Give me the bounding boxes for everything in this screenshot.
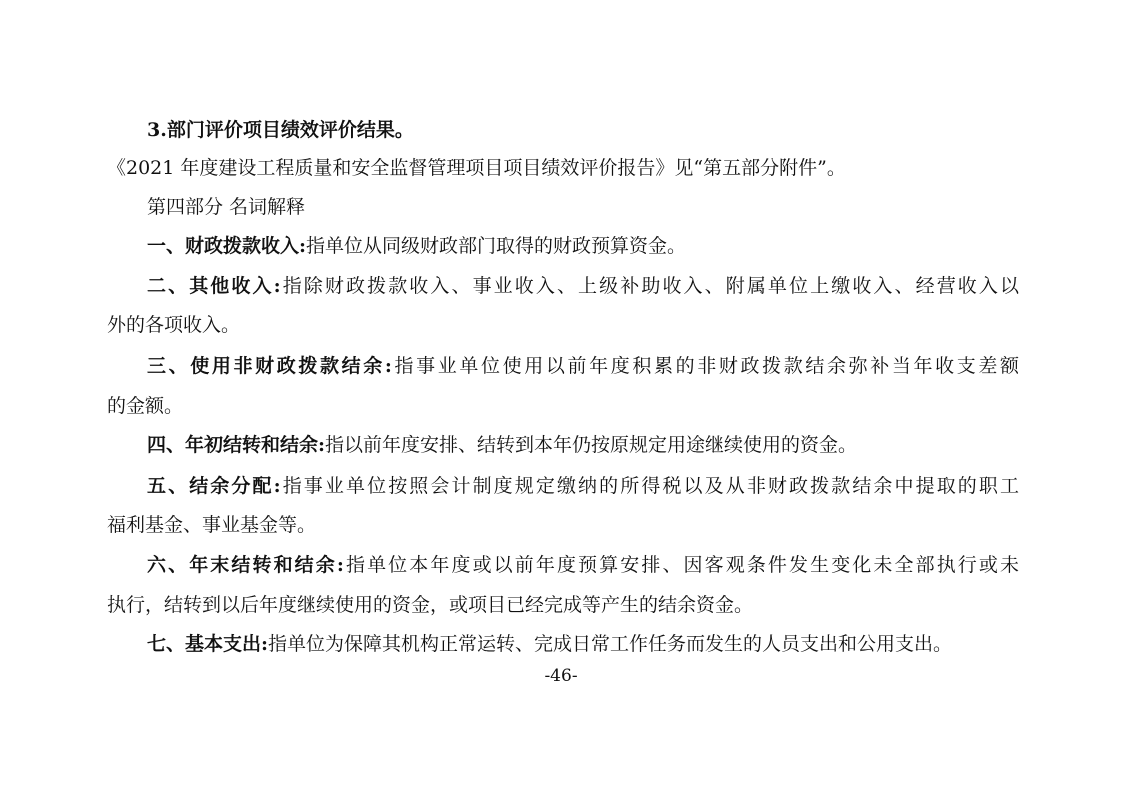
term-3-definition: 指事业单位使用以前年度积累的非财政拨款结余弥补当年收支差额 — [391, 355, 1019, 377]
term-7-line-1 — [107, 630, 1019, 658]
part4-title: 第四部分 名词解释 — [147, 196, 306, 218]
term-6-line-1 — [107, 551, 1019, 579]
term-1-definition: 指单位从同级财政部门取得的财政预算资金。 — [306, 235, 687, 257]
term-2-label: 二、其他收入: — [147, 275, 281, 297]
term-6-line-2: 执行，结转到以后年度继续使用的资金，或项目已经完成等产生的结余资金。 — [107, 594, 754, 616]
section3-body: 《2021 年度建设工程质量和安全监督管理项目项目绩效评价报告》见“第五部分附件”。 — [107, 157, 846, 179]
term-7-definition: 指单位为保障其机构正常运转、完成日常工作任务而发生的人员支出和公用支出。 — [268, 633, 953, 655]
section3-heading-text: 3.部门评价项目绩效评价结果。 — [147, 119, 414, 141]
term-2-line-2: 外的各项收入。 — [107, 314, 241, 336]
term-5-line-2: 福利基金、事业基金等。 — [107, 514, 317, 536]
term-2-line-1 — [107, 272, 1019, 300]
term-3-label: 三、使用非财政拨款结余: — [147, 355, 392, 377]
term-4-definition: 指以前年度安排、结转到本年仍按原规定用途继续使用的资金。 — [325, 434, 858, 456]
section3-heading — [107, 116, 1019, 144]
term-5-definition: 指事业单位按照会计制度规定缴纳的所得税以及从非财政拨款结余中提取的职工 — [280, 475, 1019, 497]
page-number: -46- — [544, 666, 578, 686]
term-3-line-1 — [107, 352, 1019, 380]
term-5-line-1 — [107, 472, 1019, 500]
term-7-label: 七、基本支出: — [147, 633, 269, 655]
term-1-label: 一、财政拨款收入: — [147, 235, 307, 257]
term-1-line-1 — [107, 232, 1019, 260]
term-2-definition: 指除财政拨款收入、事业收入、上级补助收入、附属单位上缴收入、经营收入以 — [280, 275, 1019, 297]
term-4-line-1 — [107, 431, 1019, 459]
term-6-definition: 指单位本年度或以前年度预算安排、因客观条件发生变化未全部执行或未 — [343, 554, 1019, 576]
term-6-label: 六、年末结转和结余: — [147, 554, 344, 576]
term-4-label: 四、年初结转和结余: — [147, 434, 326, 456]
term-5-label: 五、结余分配: — [147, 475, 281, 497]
term-3-line-2: 的金额。 — [107, 395, 184, 417]
